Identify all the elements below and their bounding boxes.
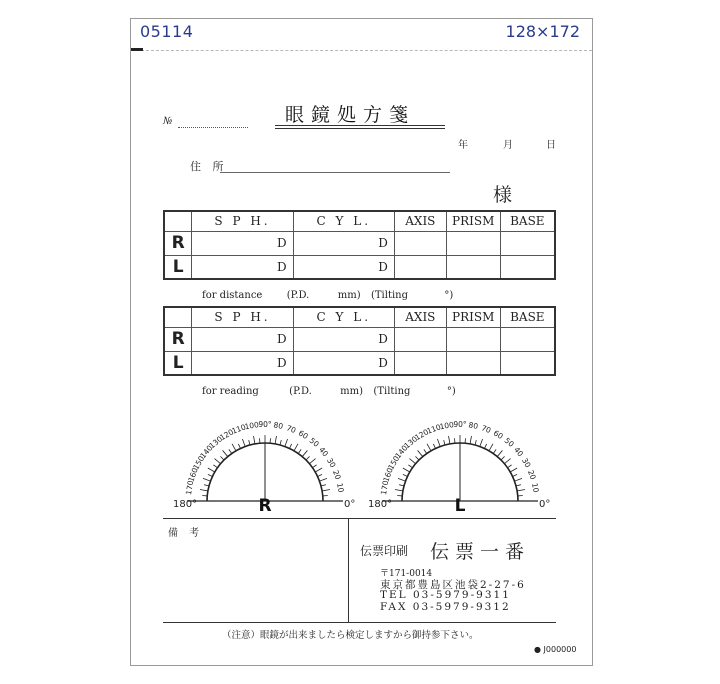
printer-tel: TEL 03-5979-9311 — [380, 589, 511, 601]
note-pd: (P.D. — [286, 290, 310, 301]
sph-cell[interactable]: D — [192, 231, 293, 255]
title-underline — [275, 125, 445, 126]
base-cell[interactable] — [500, 255, 555, 279]
reading-note — [202, 386, 456, 397]
date-day-label: 日 — [546, 140, 556, 151]
dial-tick — [223, 450, 228, 456]
dial-tick — [403, 468, 410, 472]
table-row — [164, 327, 555, 351]
dial-label-0: 0° — [539, 499, 551, 510]
table-header-row — [164, 211, 555, 231]
dial-tick-label: 30 — [324, 456, 338, 470]
base-cell[interactable] — [500, 231, 555, 255]
distance-prescription-table — [163, 210, 556, 280]
header-base: BASE — [500, 307, 555, 327]
dial-tick — [200, 490, 208, 491]
dial-label-0: 0° — [344, 499, 356, 510]
axis-dial-right — [165, 405, 365, 515]
note-label: for distance — [202, 290, 263, 301]
dial-tick — [309, 459, 315, 464]
dial-tick — [313, 465, 317, 468]
eye-label: R — [164, 327, 192, 351]
header-cyl: C Y L. — [293, 211, 394, 231]
prism-cell[interactable] — [446, 231, 500, 255]
form-code: 05114 — [140, 22, 194, 41]
address-label: 住 所 — [190, 160, 228, 173]
header-eye — [164, 307, 192, 327]
dial-tick — [508, 465, 512, 468]
dial-tick-label: 120 — [218, 427, 236, 443]
dial-tick-label: 150 — [386, 454, 402, 472]
distance-note — [202, 290, 453, 301]
dial-tick — [398, 478, 406, 481]
dial-tick-label: 170 — [378, 479, 391, 496]
axis-cell[interactable] — [394, 327, 446, 351]
base-cell[interactable] — [500, 327, 555, 351]
cyl-cell[interactable]: D — [293, 231, 394, 255]
remarks-label: 備 考 — [168, 528, 204, 539]
dial-tick — [510, 468, 517, 472]
printer-postal: 〒171-0014 — [380, 569, 433, 579]
sph-cell[interactable]: D — [192, 255, 293, 279]
dial-tick-label: 50 — [307, 435, 321, 449]
dial-tick-label: 70 — [285, 423, 298, 435]
dial-tick-label: 50 — [502, 435, 516, 449]
perforation-line — [131, 50, 592, 51]
prism-cell[interactable] — [446, 327, 500, 351]
dial-tick — [433, 444, 435, 449]
dial-tick-label: 20 — [331, 468, 343, 481]
axis-dial-left — [360, 405, 560, 515]
dial-tick — [214, 459, 220, 464]
dial-tick-label: 160 — [381, 466, 395, 484]
header-eye — [164, 211, 192, 231]
table-header-row — [164, 307, 555, 327]
dial-label-180: 180° — [368, 499, 393, 510]
number-field[interactable] — [178, 127, 248, 128]
note-deg: °) — [446, 386, 456, 397]
dial-tick — [275, 436, 276, 444]
table-row — [164, 255, 555, 279]
header-cyl: C Y L. — [293, 307, 394, 327]
dial-tick-label: 170 — [183, 479, 196, 496]
dial-tick-label: 160 — [186, 466, 200, 484]
dial-tick-label: 80 — [467, 420, 479, 431]
axis-cell[interactable] — [394, 231, 446, 255]
dial-tick — [485, 444, 487, 449]
header-prism: PRISM — [446, 211, 500, 231]
dial-tick-label: 120 — [413, 427, 431, 443]
dial-tick — [470, 436, 471, 444]
sph-cell[interactable]: D — [192, 327, 293, 351]
form-size: 128×172 — [505, 22, 580, 41]
dial-tick-label: 100 — [438, 419, 455, 432]
dial-tick — [203, 478, 211, 481]
table-row — [164, 231, 555, 255]
dial-tick — [504, 459, 510, 464]
dial-tick-label: 10 — [530, 482, 541, 494]
header-base: BASE — [500, 211, 555, 231]
note-pd: (P.D. — [289, 386, 312, 397]
dial-tick — [322, 490, 330, 491]
dial-tick — [254, 436, 255, 444]
axis-cell[interactable] — [394, 351, 446, 375]
dial-tick — [480, 439, 483, 447]
dial-tick — [489, 444, 493, 451]
dial-eye-label: L — [454, 496, 466, 515]
header-sph: S P H. — [192, 307, 293, 327]
dial-tick — [409, 459, 415, 464]
date-month-label: 月 — [503, 140, 513, 151]
dial-tick-label: 130 — [207, 434, 225, 451]
title-underline-2 — [275, 128, 445, 129]
dial-tick — [213, 465, 217, 468]
dial-tick-label: 110 — [425, 422, 443, 436]
base-cell[interactable] — [500, 351, 555, 375]
dial-tick — [449, 436, 450, 444]
dial-tick — [497, 450, 502, 456]
dial-tick — [290, 444, 292, 449]
cyl-cell[interactable]: D — [293, 351, 394, 375]
note-tilt: (Tilting — [370, 290, 409, 301]
dial-tick — [408, 465, 412, 468]
address-field[interactable] — [220, 172, 450, 173]
dial-tick-label: 20 — [526, 468, 538, 481]
dial-tick — [294, 444, 298, 451]
cut-mark — [131, 48, 143, 51]
prism-cell[interactable] — [446, 351, 500, 375]
eye-label: R — [164, 231, 192, 255]
printer-fax: FAX 03-5979-9312 — [380, 601, 511, 613]
dial-tick — [229, 449, 232, 453]
dial-tick — [302, 450, 307, 456]
dial-tick-label: 90° — [258, 420, 272, 429]
dial-tick — [315, 468, 322, 472]
dial-tick — [208, 468, 215, 472]
note-mm: mm) — [337, 290, 361, 301]
dial-tick — [320, 478, 328, 481]
dial-tick-label: 60 — [296, 428, 310, 442]
header-axis: AXIS — [394, 211, 446, 231]
eye-label: L — [164, 255, 192, 279]
dial-tick-label: 140 — [198, 443, 215, 461]
sph-cell[interactable]: D — [192, 351, 293, 375]
dial-tick — [238, 444, 240, 449]
printer-name: 伝票一番 — [430, 541, 531, 563]
note-tilt: (Tilting — [373, 386, 411, 397]
dial-tick — [515, 478, 523, 481]
dial-tick-label: 100 — [243, 419, 260, 432]
dial-tick — [513, 474, 518, 476]
cyl-cell[interactable]: D — [293, 255, 394, 279]
dial-tick — [437, 439, 440, 447]
caution-note: （注意）眼鏡が出来ましたら検定しますから御持参下さい。 — [222, 630, 479, 641]
prism-cell[interactable] — [446, 255, 500, 279]
remarks-divider — [348, 518, 349, 622]
dial-tick-label: 40 — [512, 445, 526, 459]
dial-tick — [306, 456, 310, 460]
dial-tick — [427, 444, 431, 451]
table-row — [164, 351, 555, 375]
dial-tick-label: 130 — [402, 434, 420, 451]
dial-eye-label: R — [258, 496, 272, 515]
date-year-label: 年 — [458, 140, 468, 151]
note-deg: °) — [444, 290, 454, 301]
dial-label-180: 180° — [173, 499, 198, 510]
header-prism: PRISM — [446, 307, 500, 327]
dial-tick — [220, 456, 224, 460]
eye-label: L — [164, 351, 192, 375]
dial-tick-label: 40 — [317, 445, 331, 459]
number-label: № — [163, 116, 173, 127]
dial-tick — [501, 456, 505, 460]
printer-tagline: 伝票印刷 — [360, 544, 409, 558]
dial-tick-label: 60 — [491, 428, 505, 442]
dial-tick — [403, 474, 408, 476]
dial-tick-label: 70 — [480, 423, 493, 435]
dial-tick — [298, 449, 301, 453]
dial-tick-label: 80 — [272, 420, 284, 431]
cyl-cell[interactable]: D — [293, 327, 394, 351]
dial-tick — [418, 450, 423, 456]
note-mm: mm) — [340, 386, 364, 397]
dial-tick-label: 90° — [453, 420, 467, 429]
note-label: for reading — [202, 386, 259, 397]
printer-address: 東京都豊島区池袋2-27-6 — [380, 579, 526, 591]
dial-tick-label: 30 — [519, 456, 533, 470]
dial-tick-label: 150 — [191, 454, 207, 472]
page-title: 眼鏡処方箋 — [285, 104, 416, 126]
dial-tick-label: 110 — [230, 422, 248, 436]
honorific-label: 様 — [493, 184, 513, 206]
dial-tick — [242, 439, 245, 447]
remarks-bottom-rule — [163, 622, 556, 623]
dial-tick — [415, 456, 419, 460]
dial-tick — [395, 490, 403, 491]
dial-tick-label: 140 — [393, 443, 410, 461]
dial-tick — [517, 490, 525, 491]
footer-code: ● J000000 — [534, 645, 577, 654]
header-axis: AXIS — [394, 307, 446, 327]
dial-tick — [493, 449, 496, 453]
dial-tick — [285, 439, 288, 447]
dial-tick-label: 10 — [335, 482, 346, 494]
dial-tick — [424, 449, 427, 453]
dial-tick — [318, 474, 323, 476]
axis-cell[interactable] — [394, 255, 446, 279]
dial-tick — [232, 444, 236, 451]
reading-prescription-table — [163, 306, 556, 376]
dial-tick — [208, 474, 213, 476]
remarks-top-rule — [163, 518, 556, 519]
header-sph: S P H. — [192, 211, 293, 231]
